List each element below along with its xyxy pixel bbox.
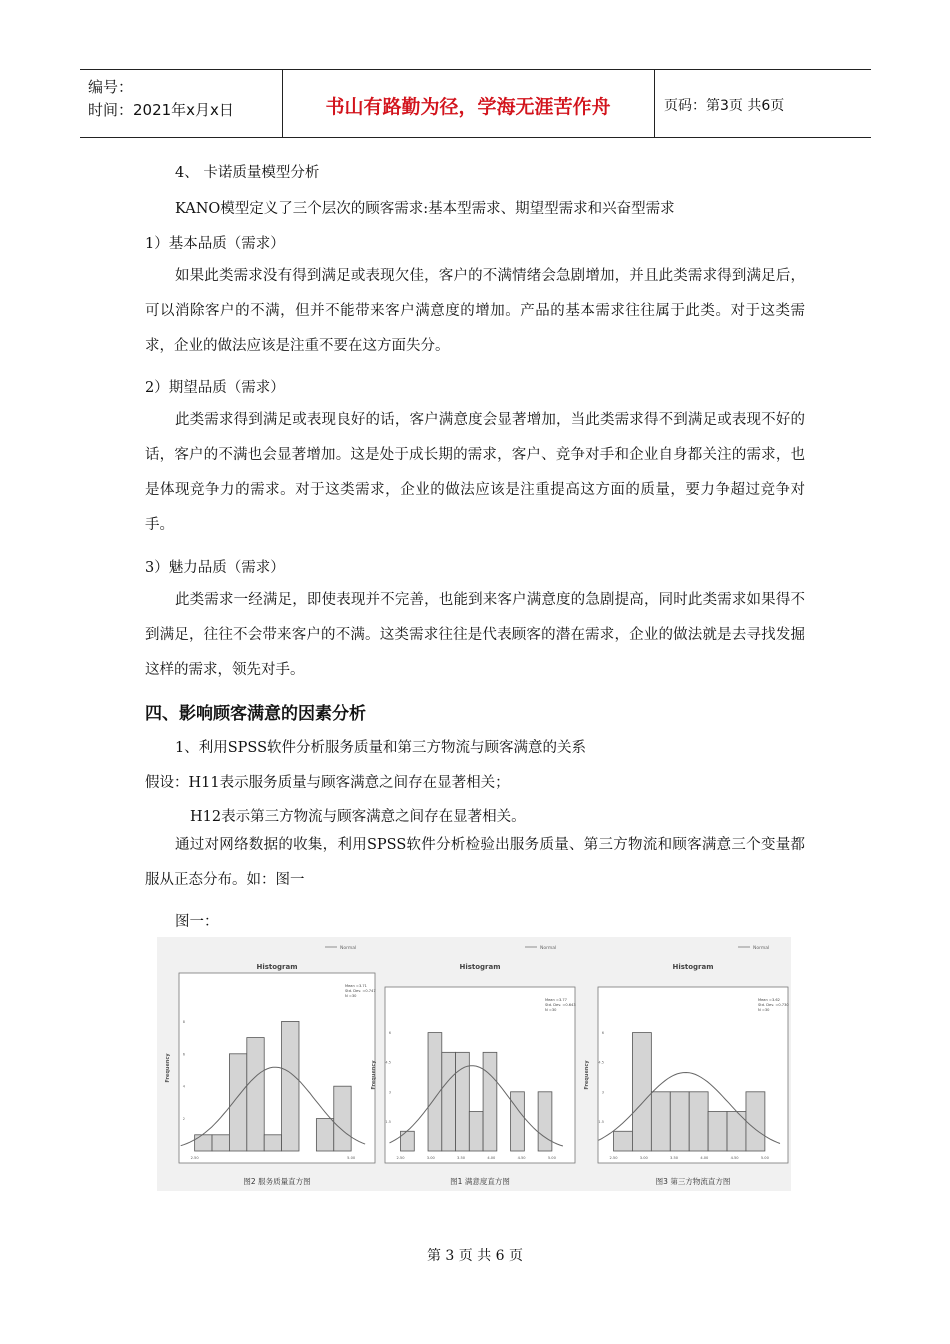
chart-2-caption: 图1 满意度直方图 — [450, 1177, 510, 1186]
chart-3-x-tick: 2.50 — [609, 1156, 618, 1160]
chart-2-bar — [401, 1131, 415, 1151]
time-label: 时间：2021年x月x日 — [88, 101, 234, 119]
chart-3-x-tick: 4.50 — [730, 1156, 739, 1160]
chart-2-stats-line: N =30 — [545, 1008, 557, 1012]
chart-1-bar — [282, 1021, 299, 1151]
chart-2-x-tick: 3.00 — [426, 1156, 435, 1160]
chart-1-stats-line: Mean =3.71 — [345, 984, 367, 988]
chart-2-stats-line: Std. Dev. =0.643 — [545, 1003, 576, 1007]
page-header — [80, 69, 871, 138]
chart-2-y-tick: 4.5 — [385, 1060, 391, 1065]
chart-1-bar — [334, 1086, 351, 1151]
chart-2-x-tick: 4.00 — [487, 1156, 496, 1160]
page-label: 页码：第3页 共6页 — [664, 98, 785, 114]
chart-2-ylabel: Frequency — [371, 1060, 377, 1090]
chart-3-x-tick: 3.00 — [639, 1156, 648, 1160]
chart-3-bar — [708, 1112, 727, 1151]
expected-quality-text: 此类需求得到满足或表现良好的话，客户满意度会显著增加，当此类需求得不到满足或表现不好的话，客户的不满也会显著增加。这是处于成长期的需求，客户、竞争对手和企业自身都关注的需求，也是体现竞争力的需求。对于这类需求，企业的做法应该是注重提高这方面的质量，要力争超过竞争对手。 — [145, 412, 805, 533]
chart-3-x-tick: 3.50 — [670, 1156, 679, 1160]
chart-3-bar — [614, 1131, 633, 1151]
number-label: 编号： — [88, 78, 134, 96]
chart-2-bar — [483, 1052, 497, 1151]
chart-3-x-tick: 5.00 — [760, 1156, 769, 1160]
normal-distribution-text: 通过对网络数据的收集，利用SPSS软件分析检验出服务质量、第三方物流和顾客满意三个变量都服从正态分布。如：图一 — [145, 837, 805, 888]
chart-2-x-tick: 3.50 — [457, 1156, 466, 1160]
chart-1-x-tick: 2.50 — [190, 1156, 199, 1160]
chart-3-bar — [746, 1092, 765, 1151]
expected-quality-title: 2）期望品质（需求） — [145, 380, 285, 396]
chart-1-title: Histogram — [256, 963, 298, 971]
chart-2-bar — [538, 1092, 552, 1151]
page-footer: 第 3 页 共 6 页 — [426, 1248, 524, 1264]
chart-1-y-tick: 6 — [182, 1052, 185, 1057]
kano-intro: KANO模型定义了三个层次的顾客需求:基本型需求、期望型需求和兴奋型需求 — [175, 201, 675, 217]
chart-1-caption: 图2 服务质量直方图 — [243, 1177, 311, 1186]
chart-2-bar — [456, 1052, 470, 1151]
chart-1-y-tick: 2 — [182, 1117, 185, 1122]
chart-1-legend-label: Normal — [340, 946, 357, 951]
charm-quality-title: 3）魅力品质（需求） — [145, 560, 285, 576]
chart-3-caption: 图3 第三方物流直方图 — [655, 1177, 731, 1186]
spss-title: 1、利用SPSS软件分析服务质量和第三方物流与顾客满意的关系 — [175, 740, 587, 756]
motto: 书山有路勤为径，学海无涯苦作舟 — [325, 96, 611, 118]
chart-1-stats-line: N =30 — [345, 994, 357, 998]
histogram-figure-svg — [157, 937, 791, 1191]
chart-1-bar — [195, 1135, 212, 1151]
chart-1-y-tick: 8 — [182, 1019, 185, 1024]
chart-3-bar — [670, 1092, 689, 1151]
chart-2-bar — [469, 1112, 483, 1151]
header-left-cell — [80, 70, 283, 137]
figure-label: 图一： — [175, 914, 219, 930]
chart-1-y-tick: 4 — [182, 1084, 185, 1089]
chart-1-bar — [316, 1119, 333, 1151]
histogram-figure — [157, 937, 791, 1191]
chart-2-bar — [442, 1052, 456, 1151]
chart-2-y-tick: 3 — [388, 1090, 391, 1095]
chart-3-stats-line: Std. Dev. =0.730 — [758, 1003, 789, 1007]
chart-1-bar — [264, 1135, 281, 1151]
section-4-title: 4、 卡诺质量模型分析 — [175, 165, 320, 181]
chart-1-ylabel: Frequency — [165, 1053, 171, 1083]
chart-3-bar — [651, 1092, 670, 1151]
chart-3-y-tick: 4.5 — [598, 1060, 604, 1065]
chart-3-y-tick: 3 — [601, 1090, 604, 1095]
chart-3-bar — [632, 1033, 651, 1151]
chart-2-x-tick: 4.50 — [517, 1156, 526, 1160]
chart-1-stats-line: Std. Dev. =0.747 — [345, 989, 376, 993]
chart-3-stats-line: Mean =3.62 — [758, 998, 780, 1002]
chart-2-bar — [511, 1092, 525, 1151]
chart-3-x-tick: 4.00 — [700, 1156, 709, 1160]
chart-3-y-tick: 6 — [601, 1031, 604, 1036]
chart-2-stats-line: Mean =3.77 — [545, 998, 567, 1002]
chart-3-legend-label: Normal — [753, 946, 770, 951]
chart-2-x-tick: 5.00 — [547, 1156, 556, 1160]
chart-3-title: Histogram — [672, 963, 714, 971]
chart-1-bar — [212, 1135, 229, 1151]
hypothesis-h12: H12表示第三方物流与顾客满意之间存在显著相关。 — [190, 809, 526, 825]
chart-2-y-tick: 6 — [388, 1031, 391, 1036]
chart-1-bar — [229, 1054, 246, 1151]
basic-quality-title: 1）基本品质（需求） — [145, 236, 285, 252]
header-right-cell — [654, 70, 871, 137]
charm-quality-text: 此类需求一经满足，即使表现并不完善，也能到来客户满意度的急剧提高，同时此类需求如果得不到满足，往往不会带来客户的不满。这类需求往往是代表顾客的潜在需求，企业的做法就是去寻找发掘这样的需求，领先对手。 — [145, 592, 805, 678]
chart-2-title: Histogram — [459, 963, 501, 971]
basic-quality-text: 如果此类需求没有得到满足或表现欠佳，客户的不满情绪会急剧增加，并且此类需求得到满足后，可以消除客户的不满，但并不能带来客户满意度的增加。产品的基本需求往往属于此类。对于这类需求，企业的做法应该是注重不要在这方面失分。 — [145, 268, 805, 354]
hypothesis-h11: 假设：H11表示服务质量与顾客满意之间存在显著相关； — [145, 775, 510, 791]
chart-2-legend-label: Normal — [540, 946, 557, 951]
chart-1-x-tick: 5.00 — [347, 1156, 356, 1160]
chart-3-bar — [689, 1092, 708, 1151]
chart-3-ylabel: Frequency — [584, 1060, 590, 1090]
chart-3-stats-line: N =30 — [758, 1008, 770, 1012]
chart-3-y-tick: 1.5 — [598, 1119, 604, 1124]
chart-2-x-tick: 2.50 — [396, 1156, 405, 1160]
header-center-cell — [282, 70, 655, 137]
chart-2-y-tick: 1.5 — [385, 1119, 391, 1124]
chart-1-bar — [247, 1038, 264, 1151]
section-heading: 四、影响顾客满意的因素分析 — [145, 704, 366, 724]
